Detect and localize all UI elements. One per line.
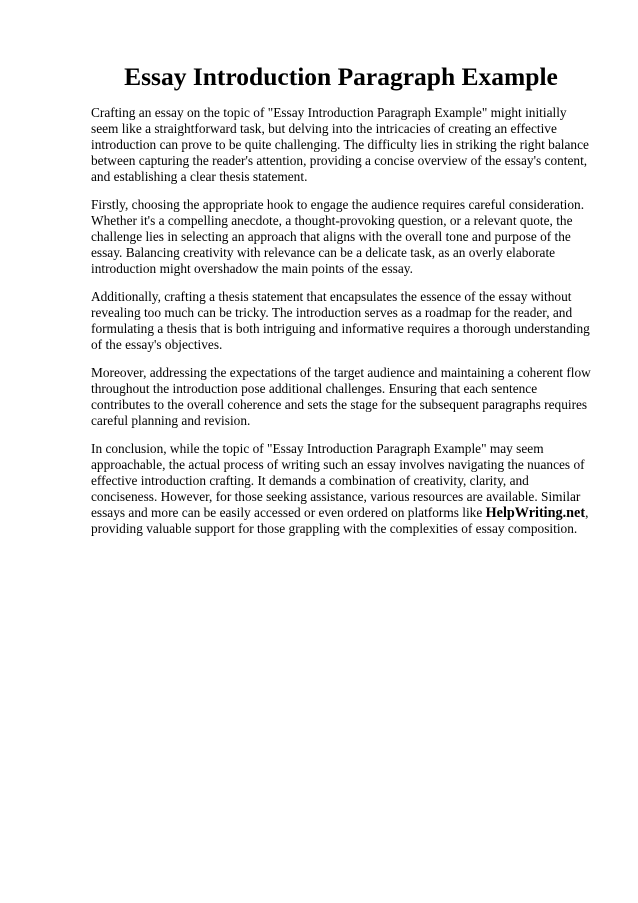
paragraph-4: Moreover, addressing the expectations of the target audience and maintaining a coherent flow throughout the introduction pose additional challenges. Ensuring that each sentence contributes to the overall coherence and sets the stage for the subsequent paragraphs requires careful planning and revision. [91,365,591,428]
paragraph-3: Additionally, crafting a thesis statement that encapsulates the essence of the essay without revealing too much can be tricky. The introduction serves as a roadmap for the reader, and formulating a thesis that is both intriguing and informative requires a thorough understanding of the essay's objectives. [91,289,590,352]
paragraph-1: Crafting an essay on the topic of "Essay Introduction Paragraph Example" might initially seem like a straightforward task, but delving into the intricacies of creating an effective introduction can prove to be quite challenging. The difficulty lies in striking the right balance between capturing the reader's attention, providing a concise overview of the essay's content, and establishing a clear thesis statement. [91,105,589,184]
paragraph-2: Firstly, choosing the appropriate hook to engage the audience requires careful consideration. Whether it's a compelling anecdote, a thought-provoking question, or a relevant quote, the challenge lies in selecting an approach that aligns with the overall tone and purpose of the essay. Balancing creativity with relevance can be a delicate task, as an overly elaborate introduction might overshadow the main points of the essay. [91,197,585,276]
document-title: Essay Introduction Paragraph Example [124,62,558,91]
helpwriting-link[interactable]: HelpWriting.net [485,505,586,521]
document-page [91,62,591,549]
conclusion-paragraph [91,441,591,537]
conclusion-text-end: , providing valuable support for those grappling with the complexities of essay composition. [91,505,589,536]
conclusion-text-start: In conclusion, while the topic of "Essay Introduction Paragraph Example" may seem approachable, the actual process of writing such an essay involves navigating the nuances of effective introduction crafting. It demands a combination of creativity, clarity, and conciseness. However, for those seeking assistance, various resources are available. Similar essays and more can be easily accessed or even ordered on platforms like [91,441,585,520]
